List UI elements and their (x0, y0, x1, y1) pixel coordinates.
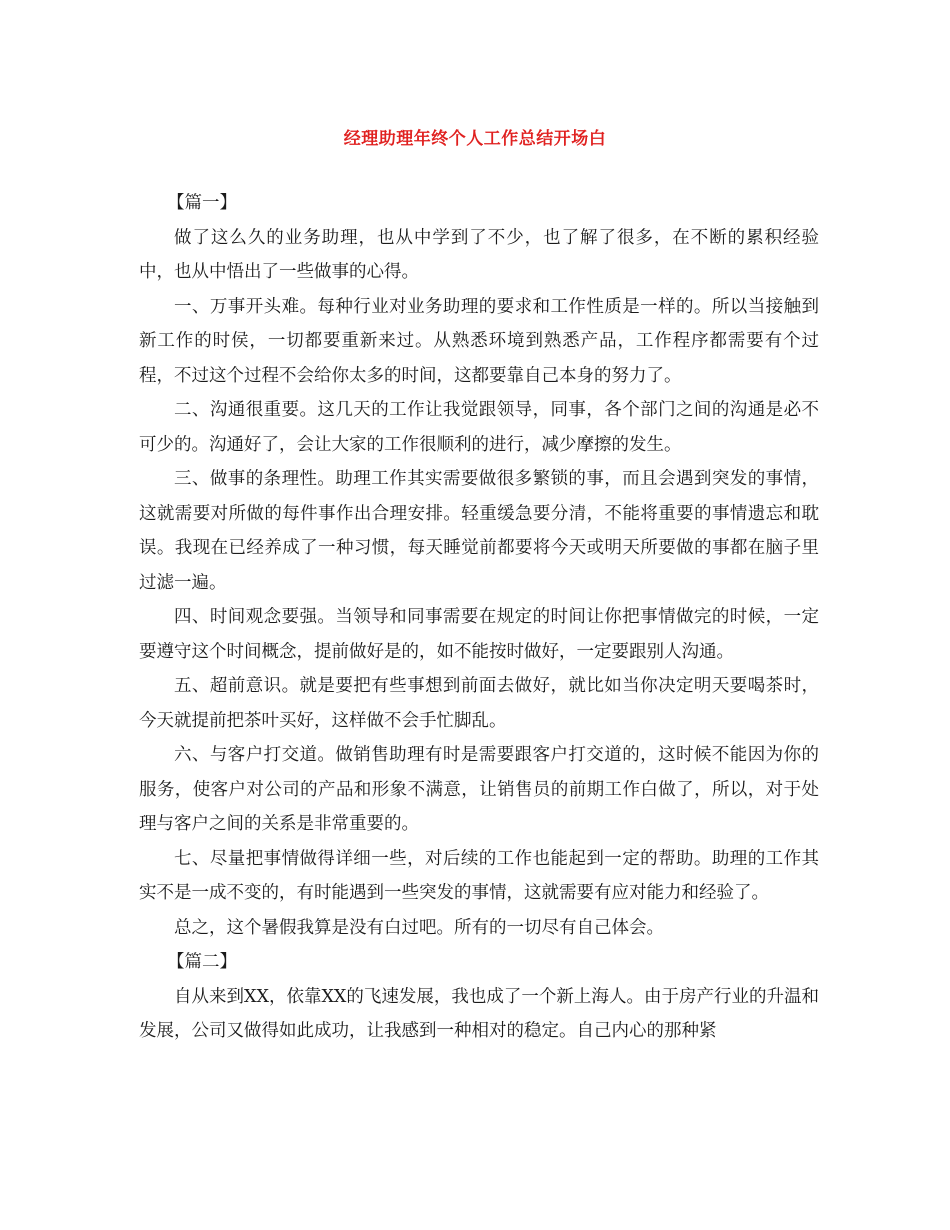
paragraph: 五、超前意识。就是要把有些事想到前面去做好，就比如当你决定明天要喝茶时，今天就提前把茶叶买好，这样做不会手忙脚乱。 (139, 676, 819, 731)
section-heading-1: 【篇一】 (167, 193, 237, 213)
document-body (139, 186, 819, 1049)
paragraph: 三、做事的条理性。助理工作其实需要做很多繁锁的事，而且会遇到突发的事情，这就需要对所做的每件事作出合理安排。轻重缓急要分清，不能将重要的事情遗忘和耽误。我现在已经养成了一种习惯，每天睡觉前都要将今天或明天所要做的事都在脑子里过滤一遍。 (139, 469, 819, 593)
paragraph: 六、与客户打交道。做销售助理有时是需要跟客户打交道的，这时候不能因为你的服务，使客户对公司的产品和形象不满意，让销售员的前期工作白做了，所以，对于处理与客户之间的关系是非常重要的。 (139, 745, 819, 834)
section-heading-2: 【篇二】 (167, 952, 237, 972)
paragraph: 四、时间观念要强。当领导和同事需要在规定的时间让你把事情做完的时候，一定要遵守这个时间概念，提前做好是的，如不能按时做好，一定要跟别人沟通。 (139, 607, 819, 662)
paragraph: 总之，这个暑假我算是没有白过吧。所有的一切尽有自己体会。 (174, 917, 664, 938)
paragraph: 做了这么久的业务助理，也从中学到了不少，也了解了很多，在不断的累积经验中，也从中悟出了一些做事的心得。 (139, 227, 819, 282)
paragraph: 二、沟通很重要。这几天的工作让我觉跟领导，同事，各个部门之间的沟通是必不可少的。沟通好了，会让大家的工作很顺利的进行，减少摩擦的发生。 (139, 400, 819, 455)
document-title: 经理助理年终个人工作总结开场白 (343, 129, 607, 149)
paragraph: 七、尽量把事情做得详细一些，对后续的工作也能起到一定的帮助。助理的工作其实不是一成不变的，有时能遇到一些突发的事情，这就需要有应对能力和经验了。 (139, 848, 819, 903)
paragraph: 自从来到XX，依靠XX的飞速发展，我也成了一个新上海人。由于房产行业的升温和发展，公司又做得如此成功，让我感到一种相对的稳定。自己内心的那种紧 (139, 986, 819, 1041)
paragraph: 一、万事开头难。每种行业对业务助理的要求和工作性质是一样的。所以当接触到新工作的时侯，一切都要重新来过。从熟悉环境到熟悉产品，工作程序都需要有个过程，不过这个过程不会给你太多的时间，这都要靠自己本身的努力了。 (139, 296, 819, 386)
